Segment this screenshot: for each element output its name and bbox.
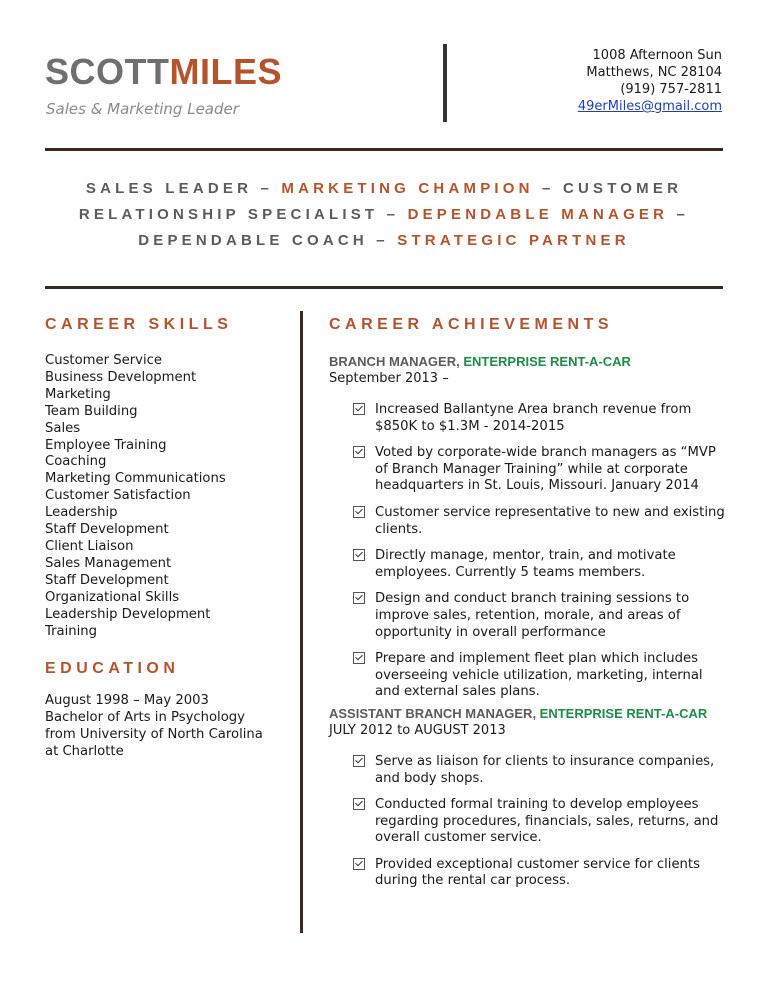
achievement-item <box>329 857 729 890</box>
skill-item: Client Liaison <box>45 538 134 554</box>
middle-rule <box>45 286 723 289</box>
phone-number: (919) 757-2811 <box>620 82 722 97</box>
career-achievements-section <box>329 316 729 900</box>
achievement-text: Serve as liaison for clients to insurance companies, and body shops. <box>375 753 715 786</box>
job-dates: JULY 2012 to AUGUST 2013 <box>329 722 506 738</box>
achievement-item <box>329 591 729 641</box>
education-dates: August 1998 – May 2003 <box>45 693 209 708</box>
job-title-separator: , <box>456 354 464 369</box>
education-section <box>45 660 295 761</box>
skill-item: Staff Development <box>45 572 169 588</box>
achievement-item <box>329 548 729 581</box>
job-dates: September 2013 – <box>329 371 449 386</box>
tagline-highlight: MARKETING CHAMPION <box>281 180 534 197</box>
skill-item: Leadership <box>45 505 118 521</box>
tagline-part: – DEPENDABLE COACH – <box>138 206 690 249</box>
checkbox-icon <box>353 403 365 415</box>
tagline-part: SALES LEADER – <box>85 180 282 197</box>
tagline-highlight: DEPENDABLE MANAGER <box>407 206 669 223</box>
job-title <box>329 705 729 722</box>
achievement-item <box>329 402 729 435</box>
job-entry <box>329 353 729 701</box>
checkbox-icon <box>353 592 365 604</box>
skill-item: Organizational Skills <box>45 589 180 605</box>
candidate-name <box>45 52 282 92</box>
checkbox-icon <box>353 506 365 518</box>
job-role: ASSISTANT BRANCH MANAGER <box>329 705 533 721</box>
achievement-text: Customer service representative to new and existing clients. <box>375 504 725 537</box>
job-entry <box>329 705 729 890</box>
skill-item: Sales <box>45 420 81 436</box>
tagline <box>45 176 723 254</box>
achievement-text: Design and conduct branch training sessions to improve sales, retention, morale, and areas of opportunity in overall performance <box>375 591 690 640</box>
achievement-item <box>329 505 729 538</box>
achievement-text: Provided exceptional customer service for clients during the rental car process. <box>375 856 700 889</box>
achievement-item <box>329 651 729 701</box>
education-school: from University of North Carolina <box>45 726 263 742</box>
tagline-highlight: STRATEGIC PARTNER <box>397 232 630 249</box>
achievement-list <box>329 754 729 890</box>
skill-item: Marketing <box>45 386 111 402</box>
email-link[interactable]: 49erMiles@gmail.com <box>577 99 722 114</box>
checkbox-icon <box>353 755 365 767</box>
career-skills-title: CAREER SKILLS <box>45 316 233 333</box>
achievement-text: Prepare and implement fleet plan which includes overseeing vehicle utilization, marketing, internal and external sales plans. <box>375 651 703 700</box>
tagline-part: – CUSTOMER RELATIONSHIP SPECIALIST – <box>78 180 683 223</box>
headline-subtitle: Sales & Marketing Leader <box>46 100 239 118</box>
education-title: EDUCATION <box>45 660 180 677</box>
first-name: SCOTT <box>45 51 170 92</box>
skill-item: Sales Management <box>45 555 172 571</box>
education-location: at Charlotte <box>45 743 124 759</box>
skill-item: Leadership Development <box>45 606 211 622</box>
last-name: MILES <box>169 51 283 92</box>
checkbox-icon <box>353 652 365 664</box>
job-title-separator: , <box>532 705 540 721</box>
address-line-2: Matthews, NC 28104 <box>586 65 722 80</box>
skill-item: Training <box>45 623 98 639</box>
skills-list <box>45 353 295 640</box>
skill-item: Coaching <box>45 454 107 470</box>
checkbox-icon <box>353 446 365 458</box>
skill-item: Business Development <box>45 369 197 385</box>
checkbox-icon <box>353 549 365 561</box>
address-line-1: 1008 Afternoon Sun <box>592 48 722 63</box>
checkbox-icon <box>353 798 365 810</box>
skill-item: Team Building <box>45 403 138 419</box>
career-skills-section <box>45 316 295 640</box>
education-degree: Bachelor of Arts in Psychology <box>45 709 245 725</box>
achievement-item <box>329 754 729 787</box>
contact-block <box>578 47 722 115</box>
job-company: ENTERPRISE RENT-A-CAR <box>539 705 708 721</box>
achievement-text: Directly manage, mentor, train, and motivate employees. Currently 5 teams members. <box>375 548 676 580</box>
achievement-item <box>329 797 729 847</box>
top-rule <box>45 148 723 151</box>
achievement-text: Increased Ballantyne Area branch revenue from $850K to $1.3M - 2014-2015 <box>375 402 692 434</box>
achievement-text: Conducted formal training to develop employees regarding procedures, financials, sales, returns, and overall customer service. <box>375 797 719 846</box>
skill-item: Employee Training <box>45 437 167 453</box>
education-details <box>45 693 295 761</box>
career-achievements-title: CAREER ACHIEVEMENTS <box>329 316 614 333</box>
achievement-text: Voted by corporate-wide branch managers as “MVP of Branch Manager Training” while at corporate headquarters in St. Louis, Missouri. January 2014 <box>375 445 716 494</box>
skill-item: Marketing Communications <box>45 471 226 487</box>
header-divider <box>443 44 447 122</box>
job-company: ENTERPRISE RENT-A-CAR <box>463 354 631 369</box>
achievement-item <box>329 445 729 495</box>
skill-item: Customer Satisfaction <box>45 488 191 504</box>
skill-item: Customer Service <box>45 353 162 368</box>
job-title <box>329 353 729 370</box>
job-role: BRANCH MANAGER <box>329 354 457 369</box>
column-divider <box>300 311 303 933</box>
achievement-list <box>329 402 729 701</box>
checkbox-icon <box>353 858 365 870</box>
skill-item: Staff Development <box>45 522 169 538</box>
